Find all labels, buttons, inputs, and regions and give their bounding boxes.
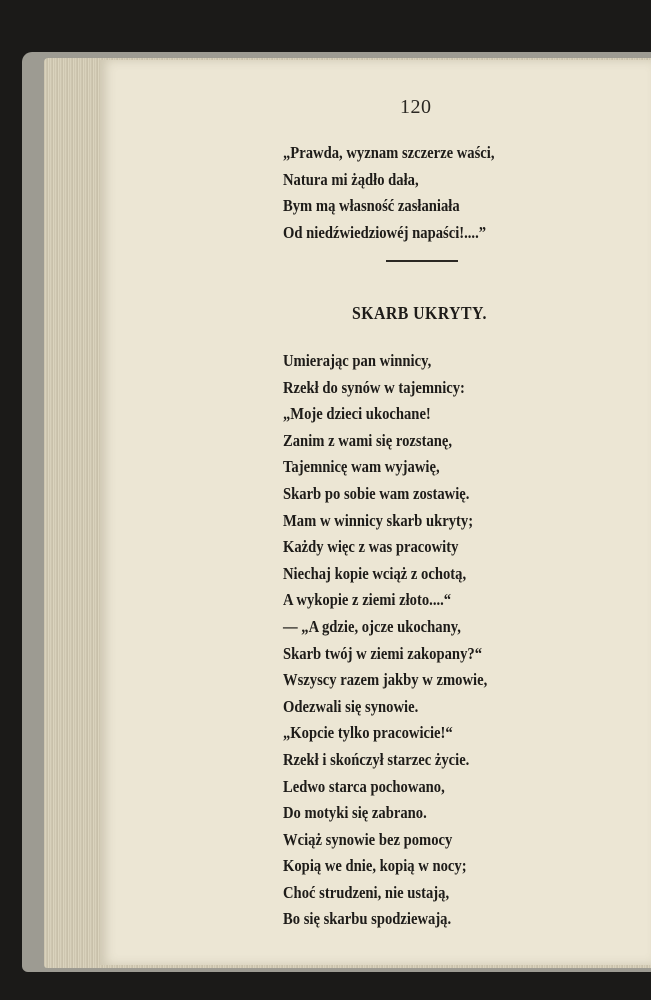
previous-poem-ending — [283, 140, 529, 246]
poem-line: Bo się skarbu spodziewają. — [283, 909, 452, 929]
poem-line: Bym mą własność zasłaniała — [283, 196, 460, 216]
poem-line: Wciąż synowie bez pomocy — [283, 829, 453, 849]
poem-line: Zanim z wami się rozstanę, — [283, 430, 453, 450]
poem-line: Niechaj kopie wciąż z ochotą, — [283, 563, 467, 583]
poem-line: — „A gdzie, ojcze ukochany, — [283, 616, 461, 636]
poem-line: „Kopcie tylko pracowicie!“ — [283, 723, 453, 743]
poem-line: „Moje dzieci ukochane! — [283, 404, 431, 424]
book-page — [100, 60, 651, 965]
poem-line: Ledwo starca pochowano, — [283, 776, 445, 796]
poem-line: Kopią we dnie, kopią w nocy; — [283, 856, 467, 876]
poem-line: Rzekł i skończył starzec życie. — [283, 749, 470, 769]
poem-line: Każdy więc z was pracowity — [283, 537, 459, 557]
poem-title: SKARB UKRYTY. — [352, 303, 487, 323]
poem-line: Skarb twój w ziemi zakopany?“ — [283, 643, 483, 663]
section-divider — [386, 260, 458, 262]
poem-line: Natura mi żądło dała, — [283, 169, 419, 189]
poem-line: Odezwali się synowie. — [283, 696, 419, 716]
poem-line: A wykopie z ziemi złoto....“ — [283, 590, 452, 610]
page-number: 120 — [400, 96, 432, 118]
poem-line: „Prawda, wyznam szczerze waści, — [283, 143, 495, 162]
poem-line: Wszyscy razem jakby w zmowie, — [283, 670, 488, 690]
poem-line: Rzekł do synów w tajemnicy: — [283, 377, 465, 397]
poem-line: Mam w winnicy skarb ukryty; — [283, 510, 474, 530]
poem-line: Skarb po sobie wam zostawię. — [283, 483, 470, 503]
poem-body — [283, 348, 520, 933]
poem-line: Od niedźwiedziowéj napaści!....” — [283, 222, 487, 242]
poem-line: Choć strudzeni, nie ustają, — [283, 882, 450, 902]
poem-line: Do motyki się zabrano. — [283, 803, 427, 823]
poem-line: Umierając pan winnicy, — [283, 351, 432, 370]
poem-line: Tajemnicę wam wyjawię, — [283, 457, 440, 477]
